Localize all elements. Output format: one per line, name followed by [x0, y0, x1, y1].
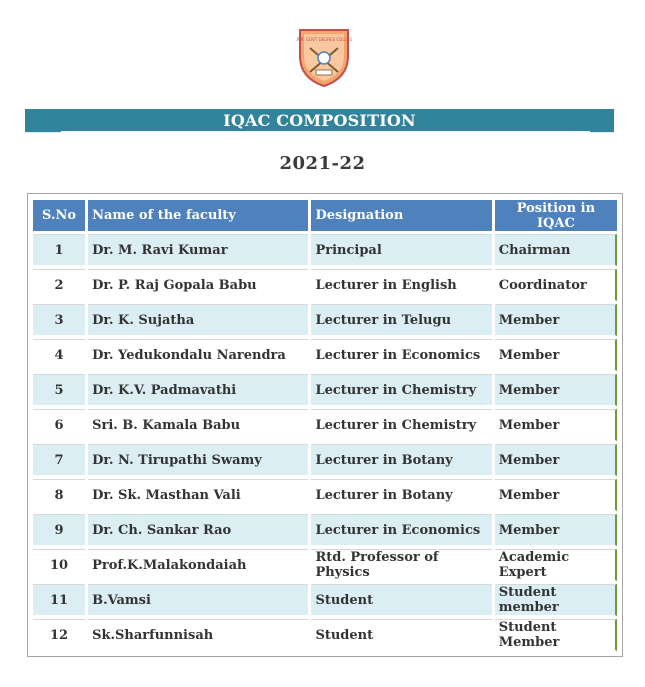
- cell-designation: Student: [311, 619, 491, 651]
- cell-designation: Lecturer in Economics: [311, 339, 491, 371]
- cell-sno: 9: [33, 514, 85, 546]
- cell-designation: Lecturer in Economics: [311, 514, 491, 546]
- table-row: [33, 549, 617, 581]
- cell-sno: 12: [33, 619, 85, 651]
- academic-year: 2021-22: [279, 153, 366, 174]
- cell-name: Dr. Ch. Sankar Rao: [88, 514, 308, 546]
- column-header-sno: S.No: [33, 199, 85, 231]
- table-row: [33, 339, 617, 371]
- title-bar: [25, 109, 614, 133]
- cell-designation: Lecturer in Chemistry: [311, 374, 491, 406]
- table-row: [33, 304, 617, 336]
- cell-position: Member: [495, 444, 617, 476]
- iqac-table: [27, 193, 623, 657]
- cell-position: Member: [495, 479, 617, 511]
- table-row: [33, 514, 617, 546]
- cell-designation: Lecturer in Botany: [311, 444, 491, 476]
- cell-name: Dr. Sk. Masthan Vali: [88, 479, 308, 511]
- column-header-designation: Designation: [311, 199, 491, 231]
- cell-sno: 6: [33, 409, 85, 441]
- cell-designation: Lecturer in Telugu: [311, 304, 491, 336]
- cell-sno: 1: [33, 234, 85, 266]
- cell-name: Prof.K.Malakondaiah: [88, 549, 308, 581]
- cell-designation: Rtd. Professor of Physics: [311, 549, 491, 581]
- cell-sno: 7: [33, 444, 85, 476]
- column-header-name: Name of the faculty: [88, 199, 308, 231]
- table-row: [33, 269, 617, 301]
- cell-name: Dr. N. Tirupathi Swamy: [88, 444, 308, 476]
- table-row: [33, 584, 617, 616]
- cell-designation: Lecturer in Botany: [311, 479, 491, 511]
- cell-position: Member: [495, 374, 617, 406]
- cell-position: Member: [495, 514, 617, 546]
- cell-name: Dr. M. Ravi Kumar: [88, 234, 308, 266]
- cell-sno: 4: [33, 339, 85, 371]
- cell-sno: 5: [33, 374, 85, 406]
- cell-sno: 3: [33, 304, 85, 336]
- cell-name: Dr. P. Raj Gopala Babu: [88, 269, 308, 301]
- cell-name: Dr. K. Sujatha: [88, 304, 308, 336]
- cell-designation: Lecturer in Chemistry: [311, 409, 491, 441]
- cell-name: Dr. K.V. Padmavathi: [88, 374, 308, 406]
- svg-text:S.R.R. GOVT DEGREE COLLEGE: S.R.R. GOVT DEGREE COLLEGE: [296, 37, 352, 42]
- cell-designation: Principal: [311, 234, 491, 266]
- table-row: [33, 234, 617, 266]
- cell-sno: 8: [33, 479, 85, 511]
- table-row: [33, 444, 617, 476]
- table-row: [33, 479, 617, 511]
- cell-position: Member: [495, 409, 617, 441]
- cell-name: B.Vamsi: [88, 584, 308, 616]
- cell-position: Chairman: [495, 234, 617, 266]
- cell-position: Member: [495, 339, 617, 371]
- table-row: [33, 374, 617, 406]
- cell-name: Sri. B. Kamala Babu: [88, 409, 308, 441]
- cell-sno: 10: [33, 549, 85, 581]
- cell-designation: Lecturer in English: [311, 269, 491, 301]
- table-header-row: [33, 199, 617, 231]
- table-row: [33, 619, 617, 651]
- cell-position: Coordinator: [495, 269, 617, 301]
- cell-sno: 11: [33, 584, 85, 616]
- cell-sno: 2: [33, 269, 85, 301]
- cell-position: Member: [495, 304, 617, 336]
- table-row: [33, 409, 617, 441]
- cell-name: Dr. Yedukondalu Narendra: [88, 339, 308, 371]
- cell-position: Student member: [495, 584, 617, 616]
- cell-position: Academic Expert: [495, 549, 617, 581]
- college-emblem: [296, 26, 352, 88]
- column-header-position: Position in IQAC: [495, 199, 617, 231]
- cell-designation: Student: [311, 584, 491, 616]
- page-title: IQAC COMPOSITION: [223, 111, 416, 130]
- cell-position: Student Member: [495, 619, 617, 651]
- cell-name: Sk.Sharfunnisah: [88, 619, 308, 651]
